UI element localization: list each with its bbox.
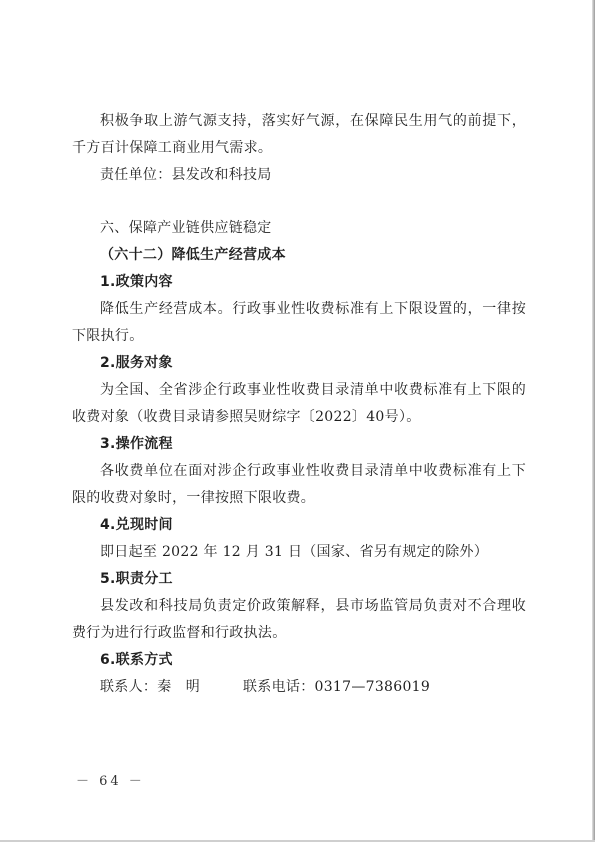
- item-heading-service-target: 2.服务对象: [100, 355, 173, 371]
- item-body-contact: 联系人：秦 明 联系电话：0317—7386019: [100, 679, 431, 695]
- item-body-policy-content: 降低生产经营成本。行政事业性收费标准有上下限设置的，一律按下限执行。: [72, 301, 526, 344]
- paragraph-gap: [72, 189, 526, 215]
- page-number: － 64 －: [76, 774, 145, 789]
- subsection-title: （六十二）降低生产经营成本: [100, 247, 286, 263]
- item-body-division-of-duties: 县发改和科技局负责定价政策解释，县市场监管局负责对不合理收费行为进行行政监督和行政执法。: [72, 598, 526, 641]
- item-heading-fulfillment-time: 4.兑现时间: [100, 517, 173, 533]
- item-heading-division-of-duties: 5.职责分工: [100, 571, 173, 587]
- document-body: [72, 108, 526, 701]
- item-body-service-target: 为全国、全省涉企行政事业性收费目录清单中收费标准有上下限的收费对象（收费目录请参照吴财综字〔2022〕40号）。: [72, 382, 526, 425]
- paragraph-responsible-unit: 责任单位：县发改和科技局: [100, 167, 272, 183]
- item-body-procedure: 各收费单位在面对涉企行政事业性收费目录清单中收费标准有上下限的收费对象时，一律按照下限收费。: [72, 463, 526, 506]
- item-heading-contact: 6.联系方式: [100, 652, 173, 668]
- item-heading-procedure: 3.操作流程: [100, 436, 173, 452]
- item-body-fulfillment-time: 即日起至 2022 年 12 月 31 日（国家、省另有规定的除外）: [100, 544, 489, 560]
- section-title: 六、保障产业链供应链稳定: [100, 220, 272, 236]
- item-heading-policy-content: 1.政策内容: [100, 274, 173, 290]
- paragraph-gas-supply: 积极争取上游气源支持，落实好气源，在保障民生用气的前提下，千方百计保障工商业用气需求。: [72, 113, 526, 156]
